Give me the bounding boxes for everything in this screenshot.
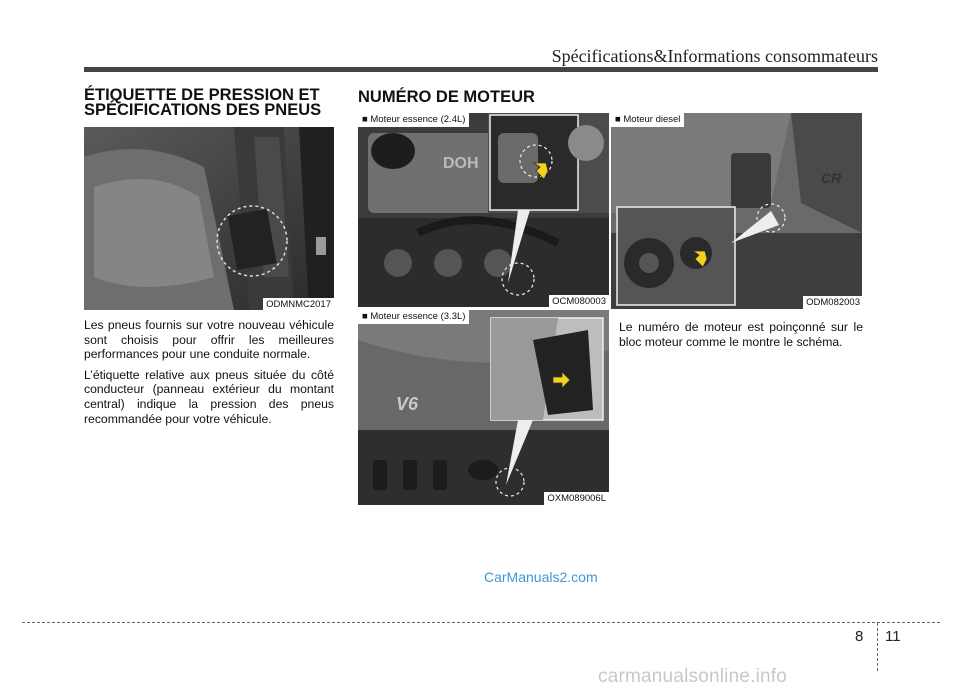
footer-divider bbox=[22, 622, 940, 623]
engine-diesel-caption: ■ Moteur diesel bbox=[611, 113, 684, 127]
engine-24-figure bbox=[358, 113, 609, 307]
tire-paragraph-2: L’étiquette relative aux pneus située du côté conducteur (panneau extérieur du montant central) indique la pression des pneus recommandée pour votre véhicule. bbox=[84, 367, 334, 426]
engine-33-caption: ■ Moteur essence (3.3L) bbox=[358, 310, 469, 324]
section-title: Spécifications&Informations consommateurs bbox=[551, 46, 878, 66]
svg-text:DOH: DOH bbox=[443, 155, 479, 172]
tire-label-heading: ÉTIQUETTE DE PRESSION ET SPÉCIFICATIONS DES PNEUS bbox=[84, 86, 322, 119]
engine-diesel-figure bbox=[611, 113, 862, 309]
svg-text:V6: V6 bbox=[396, 394, 419, 414]
site-watermark[interactable]: CarManuals2.com bbox=[484, 569, 598, 585]
engine-24-code: OCM080003 bbox=[549, 295, 609, 308]
engine-24-caption: ■ Moteur essence (2.4L) bbox=[358, 113, 469, 127]
svg-text:CR: CR bbox=[821, 170, 842, 186]
chapter-number: 8 bbox=[855, 628, 864, 645]
engine-diesel-code: ODM082003 bbox=[803, 296, 863, 309]
tire-figure-code: ODMNMC2017 bbox=[263, 298, 334, 311]
tire-paragraph-1: Les pneus fournis sur votre nouveau véhicule sont choisis pour offrir les meilleures performances pour une conduite normale. bbox=[84, 318, 334, 362]
header-rule bbox=[84, 67, 878, 72]
engine-33-figure bbox=[358, 310, 609, 505]
page-number: 11 bbox=[885, 628, 901, 645]
tire-label-figure bbox=[84, 127, 334, 310]
engine-number-text: Le numéro de moteur est poinçonné sur le bloc moteur comme le montre le schéma. bbox=[619, 320, 863, 349]
engine-33-code: OXM089006L bbox=[544, 492, 609, 505]
page-separator bbox=[877, 623, 878, 671]
tire-text bbox=[84, 318, 334, 432]
engine-number-heading: NUMÉRO DE MOTEUR bbox=[358, 88, 535, 106]
bottom-watermark[interactable]: carmanualsonline.info bbox=[598, 666, 788, 687]
